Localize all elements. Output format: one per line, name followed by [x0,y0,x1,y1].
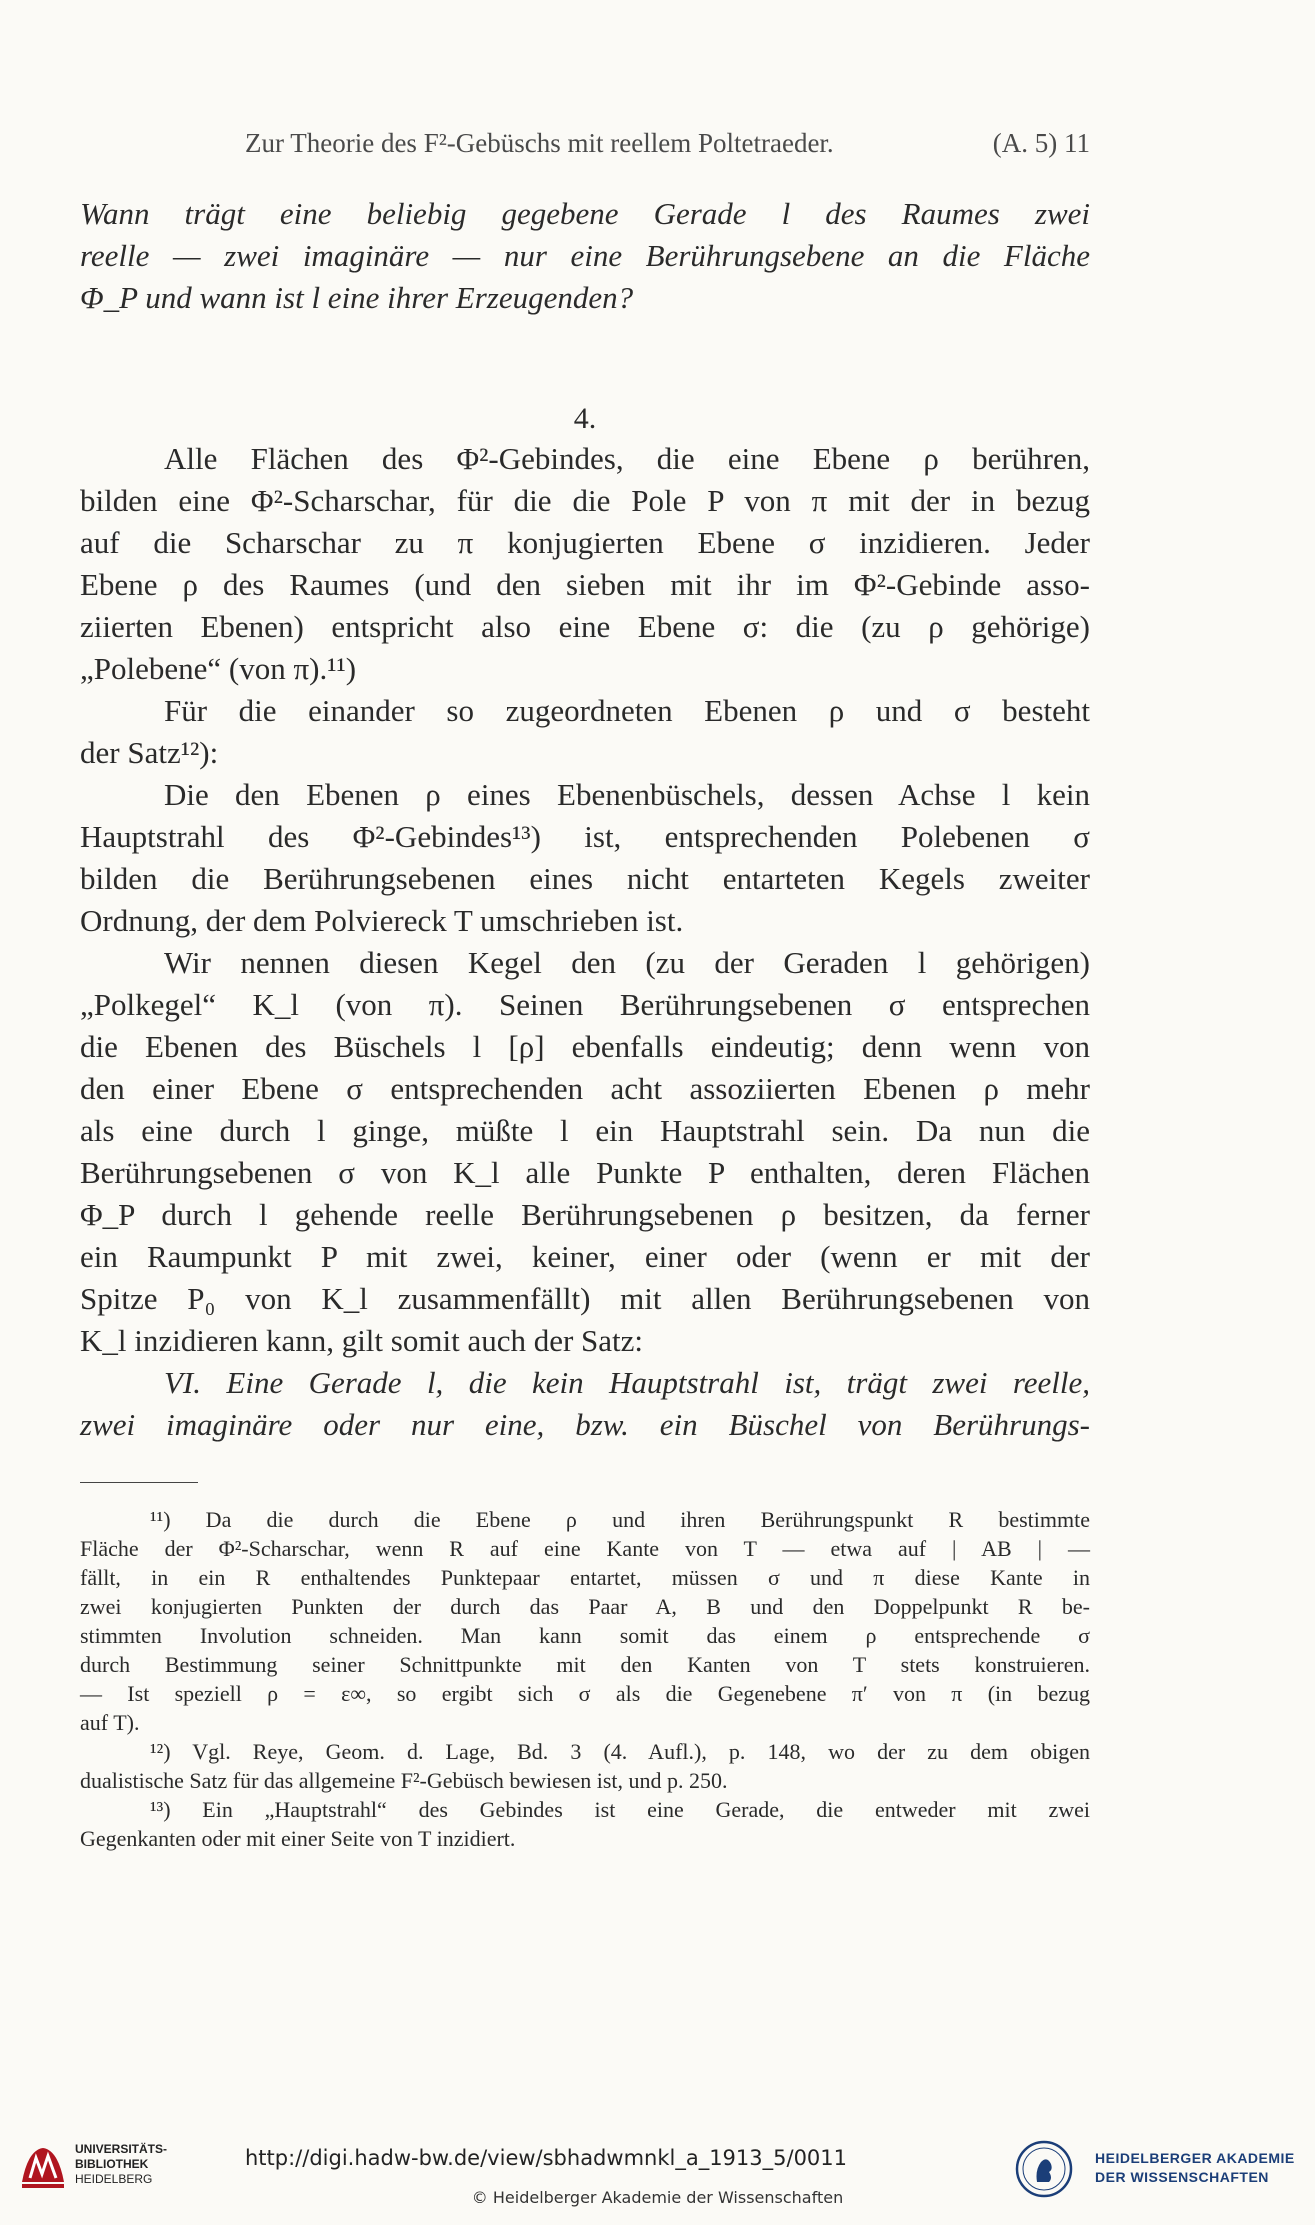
text-line: K_l inzidieren kann, gilt somit auch der Satz: [80,1323,644,1358]
footnote-line: fällt, in ein R enthaltendes Punktepaar entartet, müssen σ und π diese Kante in [80,1565,1090,1590]
text-line: reelle — zwei imaginäre — nur eine Berührungsebene an die Fläche [80,238,1090,273]
copyright-notice: © Heidelberger Akademie der Wissenschaften [471,2188,844,2207]
library-name-line: UNIVERSITÄTS- [75,2142,168,2156]
text-line: Berührungsebenen σ von K_l alle Punkte P enthalten, deren Flächen [80,1155,1090,1190]
text-line: bilden eine Φ²-Scharschar, für die die Pole P von π mit der in bezug [80,483,1090,518]
text-line: VI. Eine Gerade l, die kein Hauptstrahl ist, trägt zwei reelle, [164,1365,1090,1400]
academy-name-line: HEIDELBERGER AKADEMIE [1095,2150,1295,2166]
section-number: 4. [573,402,597,435]
university-library-logo-icon [18,2144,68,2192]
text-line: Ebene ρ des Raumes (und den sieben mit ihr im Φ²-Gebinde asso- [80,567,1090,602]
text-line: der Satz¹²): [80,735,219,770]
academy-name [1095,2149,1295,2187]
academy-seal-icon [1015,2140,1073,2198]
footnote-line: — Ist speziell ρ = ε∞, so ergibt sich σ als die Gegenebene π′ von π (in bezug [80,1681,1090,1706]
text-line: Spitze P₀ von K_l zusammenfällt) mit allen Berührungsebenen von [80,1281,1090,1316]
university-library-name [75,2142,167,2187]
page-reference: (A. 5) 11 [992,128,1090,158]
footnote-line: ¹²) Vgl. Reye, Geom. d. Lage, Bd. 3 (4. Aufl.), p. 148, wo der zu dem obigen [150,1739,1090,1764]
text-line: bilden die Berührungsebenen eines nicht entarteten Kegels zweiter [80,861,1090,896]
footnote-line: Gegenkanten oder mit einer Seite von T inzidiert. [80,1826,516,1851]
text-line: Die den Ebenen ρ eines Ebenenbüschels, dessen Achse l kein [164,777,1090,812]
text-line: „Polkegel“ K_l (von π). Seinen Berührungsebenen σ entsprechen [80,987,1090,1022]
footnote-divider [80,1482,198,1483]
footnote-line: auf T). [80,1710,140,1735]
text-line: ein Raumpunkt P mit zwei, keiner, einer oder (wenn er mit der [80,1239,1090,1274]
permalink-url[interactable]: http://digi.hadw-bw.de/view/sbhadwmnkl_a_1913_5/0011 [245,2146,848,2170]
text-line: den einer Ebene σ entsprechenden acht assoziierten Ebenen ρ mehr [80,1071,1090,1106]
text-line: Alle Flächen des Φ²-Gebindes, die eine Ebene ρ berühren, [164,441,1090,476]
text-line: Ordnung, der dem Polviereck T umschrieben ist. [80,903,684,938]
text-line: auf die Scharschar zu π konjugierten Ebene σ inzidieren. Jeder [80,525,1090,560]
footnote-line: ¹³) Ein „Hauptstrahl“ des Gebindes ist eine Gerade, die entweder mit zwei [150,1797,1090,1822]
text-line: als eine durch l ginge, müßte l ein Hauptstrahl sein. Da nun die [80,1113,1090,1148]
text-line: Für die einander so zugeordneten Ebenen ρ und σ besteht [164,693,1090,728]
text-line: Wir nennen diesen Kegel den (zu der Geraden l gehörigen) [164,945,1090,980]
footnote-line: durch Bestimmung seiner Schnittpunkte mit den Kanten von T stets konstruieren. [80,1652,1090,1677]
footnotes [80,1505,1090,1853]
text-line: Wann trägt eine beliebig gegebene Gerade l des Raumes zwei [80,196,1090,231]
question-paragraph [80,193,1090,319]
text-line: „Polebene“ (von π).¹¹) [80,651,357,686]
footnote-line: zwei konjugierten Punkten der durch das Paar A, B und den Doppelpunkt R be- [80,1594,1090,1619]
text-line: ziierten Ebenen) entspricht also eine Ebene σ: die (zu ρ gehörige) [80,609,1090,644]
footnote-line: dualistische Satz für das allgemeine F²-Gebüsch bewiesen ist, und p. 250. [80,1768,728,1793]
text-line: Hauptstrahl des Φ²-Gebindes¹³) ist, entsprechenden Polebenen σ [80,819,1090,854]
footnote-line: stimmten Involution schneiden. Man kann somit das einem ρ entsprechende σ [80,1623,1090,1648]
library-name-line: HEIDELBERG [75,2172,153,2186]
academy-name-line: DER WISSENSCHAFTEN [1095,2169,1269,2185]
library-name-line: BIBLIOTHEK [75,2157,149,2171]
text-line: Φ_P und wann ist l eine ihrer Erzeugenden? [80,280,634,315]
text-line: zwei imaginäre oder nur eine, bzw. ein Büschel von Berührungs- [80,1407,1090,1442]
body-text [80,438,1090,1446]
footnote-line: Fläche der Φ²-Scharschar, wenn R auf eine Kante von T — etwa auf | AB | — [80,1536,1090,1561]
text-line: die Ebenen des Büschels l [ρ] ebenfalls eindeutig; denn wenn von [80,1029,1090,1064]
digitization-footer [0,2130,1315,2225]
header-title: Zur Theorie des F²-Gebüschs mit reellem Poltetraeder. [245,128,834,158]
footnote-line: ¹¹) Da die durch die Ebene ρ und ihren Berührungspunkt R bestimmte [150,1507,1090,1532]
text-line: Φ_P durch l gehende reelle Berührungsebenen ρ besitzen, da ferner [80,1197,1090,1232]
